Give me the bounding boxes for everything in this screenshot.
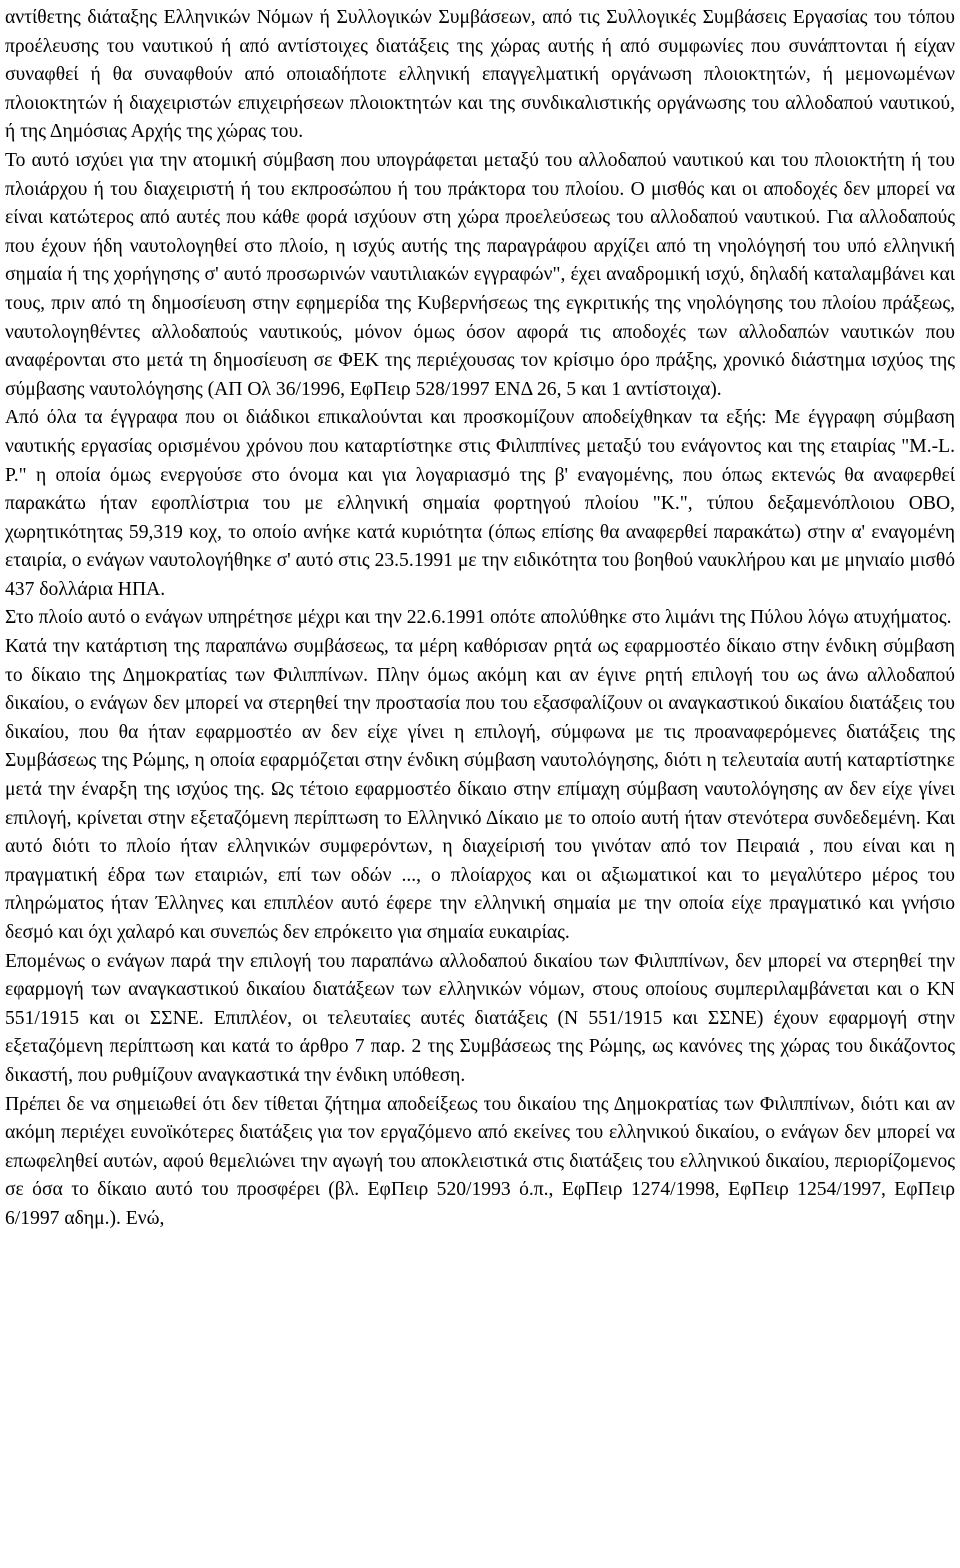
paragraph-foreign-law-provisions: αντίθετης διάταξης Ελληνικών Νόμων ή Συλλογικών Συμβάσεων, από τις Συλλογικές Συμβάσεις Εργασίας του τόπου προέλευσης του ναυτικού ή από αντίστοιχες διατάξεις της χώρας αυτής ή από συμφωνίες που συνάπτονται ή είχαν συναφθεί ή θα συναφθούν από οποιαδήποτε ελληνική επαγγελματική οργάνωση πλοιοκτητών, ή μεμονωμένων πλοιοκτητών ή διαχειριστών επιχειρήσεων πλοιοκτητών και της συνδικαλιστικής οργάνωσης του αλλοδαπού ναυτικού, ή της Δημόσιας Αρχής της χώρας του. [5, 7, 955, 143]
paragraph-service-period: Στο πλοίο αυτό ο ενάγων υπηρέτησε μέχρι και την 22.6.1991 οπότε απολύθηκε στο λιμάνι της Πύλου λόγω ατυχήματος. [5, 607, 952, 629]
paragraph-philippine-law-proof: Πρέπει δε να σημειωθεί ότι δεν τίθεται ζήτημα αποδείξεως του δικαίου της Δημοκρατίας των Φιλιππίνων, διότι και αν ακόμη περιέχει ευνοϊκότερες διατάξεις για τον εργαζόμενο από εκείνες του ελληνικού δικαίου, ο ενάγων δεν μπορεί να επωφεληθεί αυτών, αφού θεμελιώνει την αγωγή του αποκλειστικά στις διατάξεις του ελληνικού δικαίου, περιορίζομενος σε όσα το δίκαιο αυτό του προσφέρει (βλ. ΕφΠειρ 520/1993 ό.π., ΕφΠειρ 1274/1998, ΕφΠειρ 1254/1997, ΕφΠειρ 6/1997 αδημ.). Ενώ, [5, 1093, 955, 1229]
paragraph-evidence-findings: Από όλα τα έγγραφα που οι διάδικοι επικαλούνται και προσκομίζουν αποδείχθηκαν τα εξής: Με έγγραφη σύμβαση ναυτικής εργασίας ορισμένου χρόνου που καταρτίστηκε στις Φιλιππίνες μεταξύ του ενάγοντος και της εταιρίας "M.-L. P." η οποία όμως ενεργούσε στο όνομα και για λογαριασμό της β' εναγομένης, που όπως εκτενώς θα αναφερθεί παρακάτω ήταν εφοπλίστρια του με ελληνική σημαία φορτηγού πλοίου "Κ.", τύπου δεξαμενόπλοιου ΟΒΟ, χωρητικότητας 59,319 κοχ, το οποίο ανήκε κατά κυριότητα (όπως επίσης θα αναφερθεί παρακάτω) στην α' εναγομένη εταιρία, ο ενάγων ναυτολογήθηκε σ' αυτό στις 23.5.1991 με την ειδικότητα του βοηθού ναυκλήρου και με μηνιαίο μισθό 437 δολλάρια ΗΠΑ. [5, 407, 955, 600]
paragraph-mandatory-greek-law: Επομένως ο ενάγων παρά την επιλογή του παραπάνω αλλοδαπού δικαίου των Φιλιππίνων, δεν μπορεί να στερηθεί την εφαρμογή των αναγκαστικού δικαίου διατάξεων των ελληνικών νόμων, στους οποίους συμπεριλαμβάνεται και ο ΚΝ 551/1915 και οι ΣΣΝΕ. Επιπλέον, οι τελευταίες αυτές διατάξεις (Ν 551/1915 και ΣΣΝΕ) έχουν εφαρμογή στην εξεταζόμενη περίπτωση και κατά το άρθρο 7 παρ. 2 της Συμβάσεως της Ρώμης, ως κανόνες της χώρας του δικάζοντος δικαστή, που ρυθμίζουν αναγκαστικά την ένδικη υπόθεση. [5, 950, 955, 1086]
paragraph-applicable-law: Κατά την κατάρτιση της παραπάνω συμβάσεως, τα μέρη καθόρισαν ρητά ως εφαρμοστέο δίκαιο στην ένδικη σύμβαση το δίκαιο της Δημοκρατίας των Φιλιππίνων. Πλην όμως ακόμη και αν έγινε ρητή επιλογή του ως άνω αλλοδαπού δικαίου, ο ενάγων δεν μπορεί να στερηθεί την προστασία που του εξασφαλίζουν οι αναγκαστικού δικαίου διατάξεις του δικαίου, που θα ήταν εφαρμοστέο αν δεν είχε γίνει η επιλογή, σύμφωνα με τις προαναφερόμενες διατάξεις της Συμβάσεως της Ρώμης, η οποία εφαρμόζεται στην ένδικη σύμβαση ναυτολόγησης, διότι η τελευταία αυτή καταρτίστηκε μετά την έναρξη της ισχύος της. Ως τέτοιο εφαρμοστέο δίκαιο στην επίμαχη σύμβαση ναυτολόγησης αν δεν είχε γίνει επιλογή, κρίνεται στην εξεταζόμενη περίπτωση το Ελληνικό Δίκαιο με το οποίο αυτή ήταν στενότερα συνδεδεμένη. Και αυτό διότι το πλοίο ήταν ελληνικών συμφερόντων, η διαχείρισή του γινόταν από τον Πειραιά , που είναι και η πραγματική έδρα των εταιριών, επί των οδών ..., ο πλοίαρχος και οι αξιωματικοί και το μεγαλύτερο μέρος του πληρώματος ήταν Έλληνες και επιπλέον αυτό έφερε την ελληνική σημαία με την οποία είχε πραγματικό και γνήσιο δεσμό και όχι χαλαρό και συνεπώς δεν επρόκειτο για σημαία ευκαιρίας. [5, 636, 955, 943]
document-page [5, 4, 955, 1234]
paragraph-individual-contract: Το αυτό ισχύει για την ατομική σύμβαση που υπογράφεται μεταξύ του αλλοδαπού ναυτικού και του πλοιοκτήτη ή του πλοιάρχου ή του διαχειριστή ή του εκπροσώπου ή του πράκτορα του πλοίου. Ο μισθός και οι αποδοχές δεν μπορεί να είναι κατώτερος από αυτές που κάθε φορά ισχύουν στη χώρα προελεύσεως του αλλοδαπού ναυτικού. Για αλλοδαπούς που έχουν ήδη ναυτολογηθεί στο πλοίο, η ισχύς αυτής της παραγράφου αρχίζει από τη νηολόγησή του υπό ελληνική σημαία ή της χορήγησης σ' αυτό προσωρινών ναυτιλιακών εγγραφών", έχει αναδρομική ισχύ, δηλαδή καταλαμβάνει και τους, πριν από τη δημοσίευση στην εφημερίδα της Κυβερνήσεως της εγκριτικής της νηολόγησης του πλοίου πράξεως, ναυτολογηθέντες αλλοδαπούς ναυτικούς, μόνον όμως όσον αφορά τις αποδοχές των αλλοδαπών ναυτικών που αναφέρονται στο μετά τη δημοσίευση σε ΦΕΚ της περιέχουσας τον κρίσιμο όρο πράξης, χρονικό διάστημα ισχύος της σύμβασης ναυτολόγησης (ΑΠ Ολ 36/1996, ΕφΠειρ 528/1997 ΕΝΔ 26, 5 και 1 αντίστοιχα). [5, 149, 955, 400]
